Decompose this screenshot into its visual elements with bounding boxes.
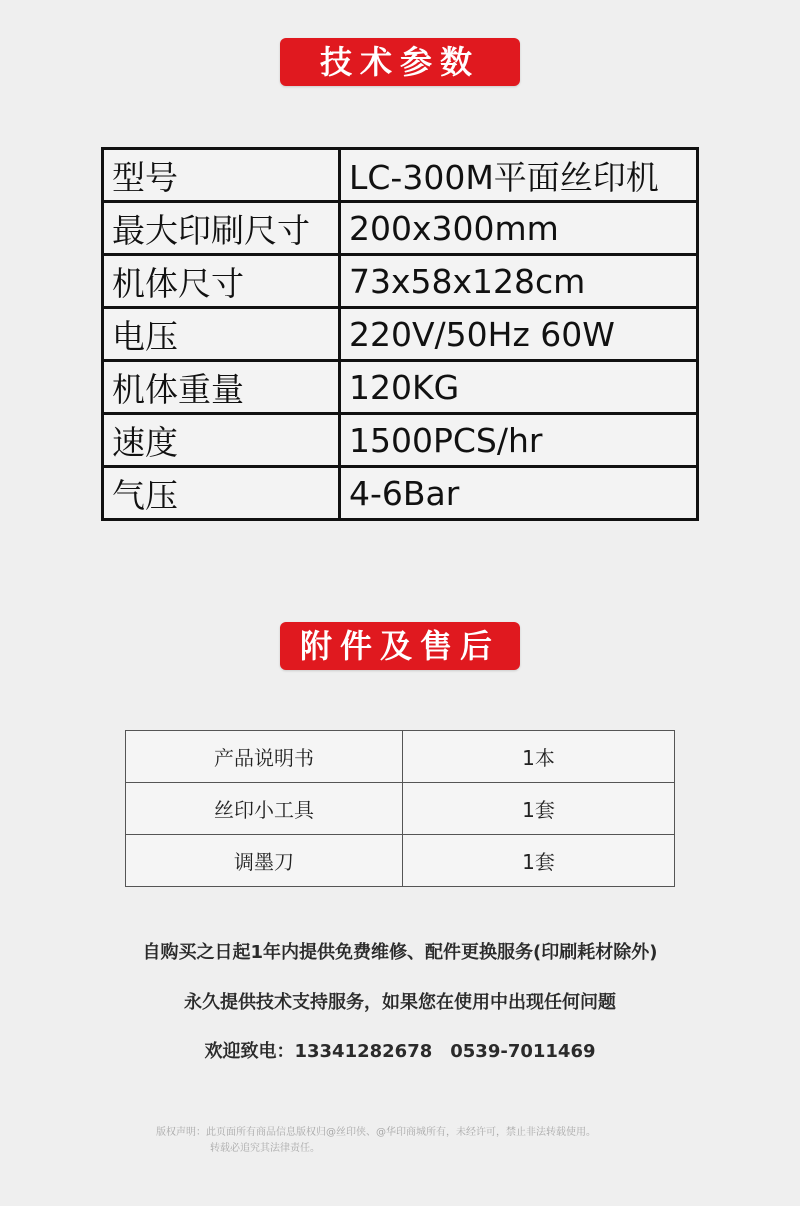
support-note: 永久提供技术支持服务，如果您在使用中出现任何问题 [184,992,616,1013]
table-row [126,783,675,835]
table-row [103,308,698,361]
spec-table [101,147,699,521]
table-row [126,835,675,887]
spec-label: 机体重量 [103,361,340,414]
accessory-qty: 1套 [403,835,675,887]
spec-label: 最大印刷尺寸 [103,202,340,255]
copyright-line: 转载必追究其法律责任。 [210,1143,320,1154]
spec-label: 机体尺寸 [103,255,340,308]
accessories-title: 附件及售后 [280,622,520,670]
table-row [103,149,698,202]
tech-params-title: 技术参数 [280,38,520,86]
accessory-qty: 1本 [403,731,675,783]
spec-value: 120KG [340,361,698,414]
table-row [103,255,698,308]
spec-value: 220V/50Hz 60W [340,308,698,361]
table-row [103,361,698,414]
contact-note: 欢迎致电：13341282678 0539-7011469 [204,1041,596,1062]
accessories-table [125,730,675,887]
spec-label: 气压 [103,467,340,520]
spec-value: 73x58x128cm [340,255,698,308]
accessory-item: 丝印小工具 [126,783,403,835]
spec-value: LC-300M平面丝印机 [340,149,698,202]
spec-value: 200x300mm [340,202,698,255]
accessory-qty: 1套 [403,783,675,835]
spec-label: 电压 [103,308,340,361]
table-row [103,202,698,255]
table-row [103,414,698,467]
spec-label: 速度 [103,414,340,467]
accessory-item: 调墨刀 [126,835,403,887]
table-row [103,467,698,520]
spec-value: 1500PCS/hr [340,414,698,467]
accessory-item: 产品说明书 [126,731,403,783]
copyright-line: 版权声明：此页面所有商品信息版权归@丝印侠、@华印商城所有，未经许可，禁止非法转载使用。 [156,1127,596,1138]
warranty-note: 自购买之日起1年内提供免费维修、配件更换服务(印刷耗材除外) [142,942,658,963]
spec-label: 型号 [103,149,340,202]
table-row [126,731,675,783]
spec-value: 4-6Bar [340,467,698,520]
